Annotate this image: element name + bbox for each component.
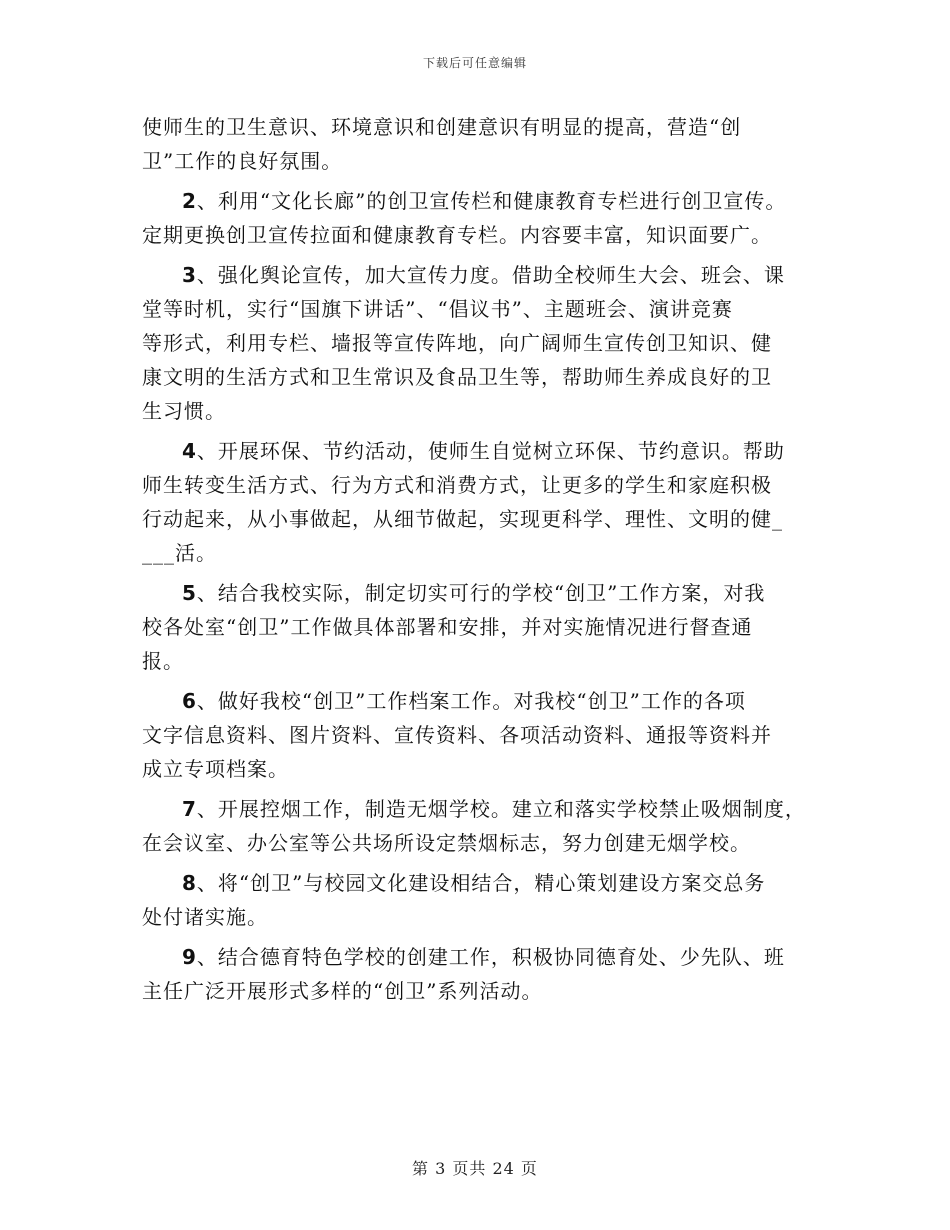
paragraph xyxy=(142,866,832,934)
item-number: 4 xyxy=(182,439,197,463)
paragraph xyxy=(142,184,832,252)
line-text: 、开展控烟工作，制造无烟学校。建立和落实学校禁止吸烟制度， xyxy=(196,797,806,821)
line-text: 、结合我校实际，制定切实可行的学校“创卫”工作方案，对我 xyxy=(196,581,766,605)
paragraph-line xyxy=(142,576,832,610)
paragraph-line xyxy=(142,326,832,360)
paragraph-line xyxy=(142,684,832,718)
line-text: 使师生的卫生意识、环境意识和创建意识有明显的提高，营造“创 xyxy=(142,115,742,139)
paragraph-line xyxy=(142,826,832,860)
paragraph-line xyxy=(142,974,832,1008)
line-text: 定期更换创卫宣传拉面和健康教育专栏。内容要丰富，知识面要广。 xyxy=(142,223,772,247)
line-text: 师生转变生活方式、行为方式和消费方式，让更多的学生和家庭积极 xyxy=(142,473,772,497)
line-text: ___活。 xyxy=(142,541,217,565)
document-body xyxy=(142,110,832,1014)
paragraph-line xyxy=(142,900,832,934)
line-text: 成立专项档案。 xyxy=(142,757,289,781)
line-text: 生习惯。 xyxy=(142,399,226,423)
item-number: 2 xyxy=(182,189,197,213)
paragraph-line xyxy=(142,218,832,252)
paragraph-line xyxy=(142,536,832,570)
item-number: 3 xyxy=(182,263,197,287)
paragraph-line xyxy=(142,394,832,428)
paragraph-line xyxy=(142,144,832,178)
line-text: 行动起来，从小事做起，从细节做起，实现更科学、理性、文明的健_ xyxy=(142,507,783,531)
line-text: 堂等时机，实行“国旗下讲话”、“倡议书”、主题班会、演讲竞赛 xyxy=(142,297,733,321)
line-text: 、强化舆论宣传，加大宣传力度。借助全校师生大会、班会、课 xyxy=(196,263,785,287)
paragraph xyxy=(142,576,832,678)
line-text: 、利用“文化长廊”的创卫宣传栏和健康教育专栏进行创卫宣传。 xyxy=(196,189,787,213)
paragraph-line xyxy=(142,360,832,394)
item-number: 7 xyxy=(182,797,197,821)
item-number: 9 xyxy=(182,945,197,969)
line-text: 主任广泛开展形式多样的“创卫”系列活动。 xyxy=(142,979,543,1003)
paragraph-line xyxy=(142,258,832,292)
paragraph xyxy=(142,258,832,428)
line-text: 在会议室、办公室等公共场所设定禁烟标志，努力创建无烟学校。 xyxy=(142,831,751,855)
line-text: 、结合德育特色学校的创建工作，积极协同德育处、少先队、班 xyxy=(196,945,785,969)
paragraph-line xyxy=(142,468,832,502)
line-text: 文字信息资料、图片资料、宣传资料、各项活动资料、通报等资料并 xyxy=(142,723,772,747)
line-text: 等形式，利用专栏、墙报等宣传阵地，向广阔师生宣传创卫知识、健 xyxy=(142,331,772,355)
paragraph-line xyxy=(142,434,832,468)
paragraph-line xyxy=(142,866,832,900)
line-text: 、将“创卫”与校园文化建设相结合，精心策划建设方案交总务 xyxy=(196,871,766,895)
paragraph xyxy=(142,792,832,860)
item-number: 6 xyxy=(182,689,197,713)
line-text: 卫”工作的良好氛围。 xyxy=(142,149,343,173)
line-text: 校各处室“创卫”工作做具体部署和安排，并对实施情况进行督查通 xyxy=(142,615,753,639)
item-number: 8 xyxy=(182,871,197,895)
paragraph-line xyxy=(142,610,832,644)
paragraph-line xyxy=(142,644,832,678)
paragraph-line xyxy=(142,718,832,752)
page-number: 第 3 页共 24 页 xyxy=(412,1159,538,1178)
paragraph-line xyxy=(142,292,832,326)
paragraph xyxy=(142,110,832,178)
paragraph xyxy=(142,434,832,570)
paragraph-line xyxy=(142,940,832,974)
paragraph xyxy=(142,940,832,1008)
item-number: 5 xyxy=(182,581,197,605)
line-text: 报。 xyxy=(142,649,184,673)
paragraph-line xyxy=(142,502,832,536)
paragraph-line xyxy=(142,792,832,826)
line-text: 处付诸实施。 xyxy=(142,905,268,929)
page-header: 下载后可任意编辑 xyxy=(422,56,527,70)
paragraph-line xyxy=(142,752,832,786)
paragraph-line xyxy=(142,184,832,218)
paragraph-line xyxy=(142,110,832,144)
paragraph xyxy=(142,684,832,786)
line-text: 、做好我校“创卫”工作档案工作。对我校“创卫”工作的各项 xyxy=(196,689,746,713)
line-text: 康文明的生活方式和卫生常识及食品卫生等，帮助师生养成良好的卫 xyxy=(142,365,772,389)
line-text: 、开展环保、节约活动，使师生自觉树立环保、节约意识。帮助 xyxy=(196,439,785,463)
